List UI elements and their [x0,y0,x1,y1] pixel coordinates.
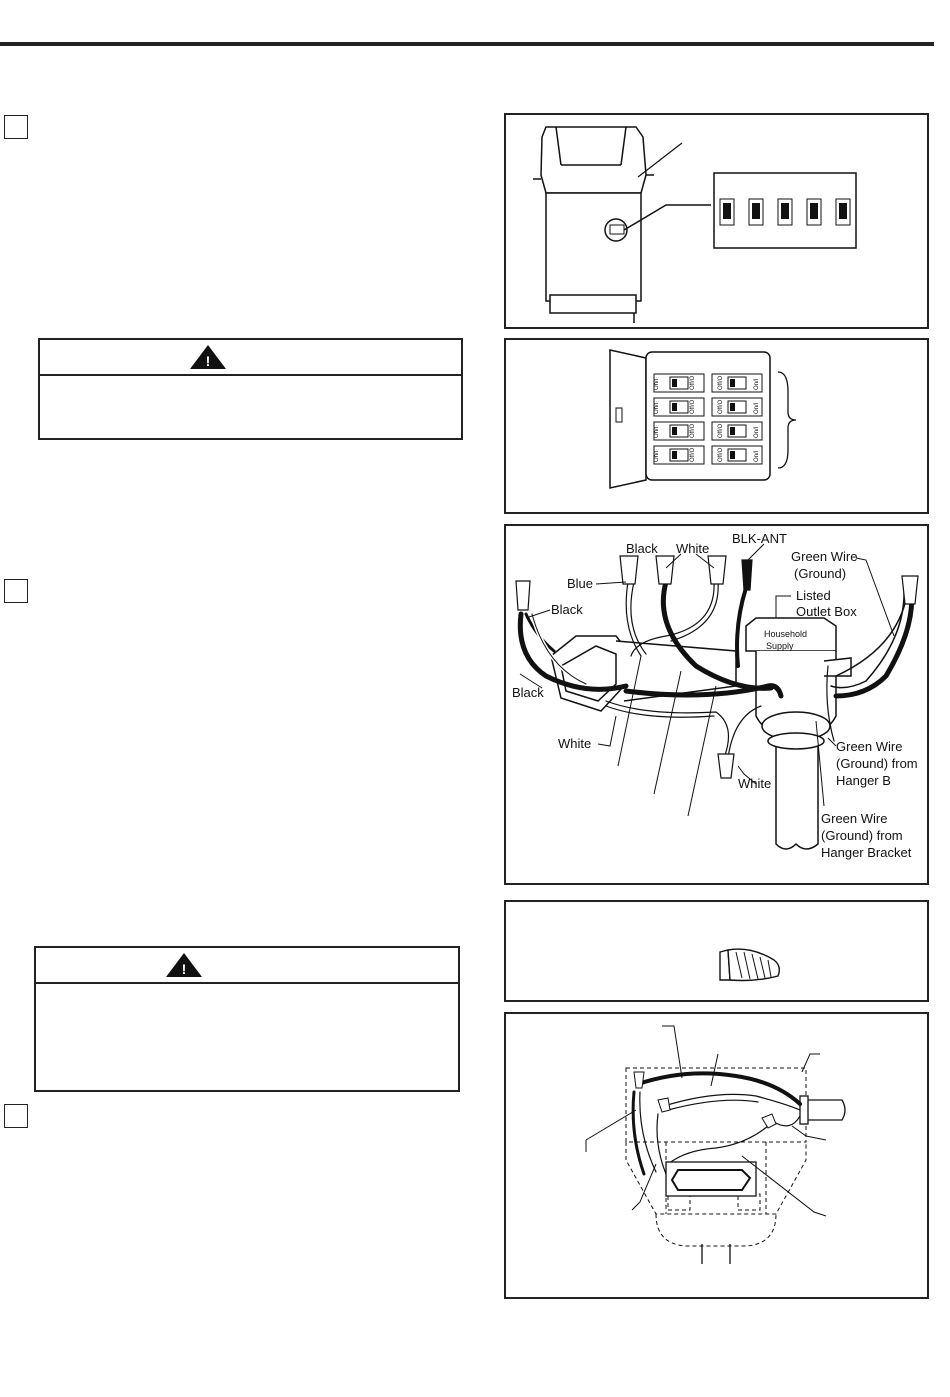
breaker-on-label: On/I [654,450,660,462]
breaker-on-label: On/I [754,378,760,390]
label-listed: Listed [796,588,831,603]
breaker-switch [654,446,704,464]
figure-breaker-panel [504,338,929,514]
svg-text:!: ! [205,353,211,369]
dip-switch-4 [807,199,821,225]
step-box-1 [4,115,28,139]
supply-cable [800,1096,845,1124]
svg-text:!: ! [181,961,187,977]
dip-switch-2 [749,199,763,225]
label-gw-bracket-2: (Ground) from [821,828,903,843]
step-box-3 [4,1104,28,1128]
label-blk-ant: BLK-ANT [732,531,787,546]
label-gw-hanger-b-2: (Ground) from [836,756,918,771]
label-gw-bracket-1: Green Wire [821,811,888,826]
breaker-off-label: Off/O [718,423,724,438]
figure-wire-nut [504,900,929,1002]
header-rule [0,42,934,46]
breaker-on-label: On/I [654,402,660,414]
figure-wiring-diagram [504,524,929,885]
breaker-on-label: On/I [754,450,760,462]
receiver-in-canopy [666,1162,756,1196]
figure-canopy-wiring [504,1012,929,1299]
bracket [778,372,796,468]
step-box-2 [4,579,28,603]
breaker-switch [654,422,704,440]
breaker-off-label: Off/O [690,423,696,438]
breaker-switch [712,374,762,392]
breaker-on-label: On/I [654,426,660,438]
dip-switch-5 [836,199,850,225]
label-ground: (Ground) [794,566,847,581]
label-household: Household [764,629,808,639]
breaker-switch [712,398,762,416]
warning-header [36,948,458,984]
label-black-top: Black [626,541,658,556]
downrod [702,1244,730,1264]
label-white-top: White [676,541,710,556]
label-black-lower: Black [512,685,544,700]
label-supply: Supply [766,641,794,651]
breaker-switch [712,422,762,440]
breaker-off-label: Off/O [690,375,696,390]
warning-triangle-icon [188,343,228,371]
dip-switch-1 [720,199,734,225]
label-white-bottom: White [738,776,772,791]
label-white-lower: White [558,736,592,751]
receiver-drawing [533,127,654,323]
breaker-off-label: Off/O [690,399,696,414]
label-black-left: Black [551,602,583,617]
breaker-on-label: On/I [654,378,660,390]
breaker-off-label: Off/O [718,447,724,462]
panel-door [610,350,646,488]
warning-box-2 [34,946,460,1092]
breaker-off-label: Off/O [690,447,696,462]
breaker-on-label: On/I [754,426,760,438]
breaker-switch [654,374,704,392]
warning-box-1 [38,338,463,440]
breaker-off-label: Off/O [718,375,724,390]
breaker-switch [654,398,704,416]
downrod [776,741,818,849]
warning-header [40,340,461,376]
label-gw-hanger-b-3: Hanger B [836,773,891,788]
breaker-off-label: Off/O [718,399,724,414]
dip-switch-callout [624,143,856,248]
label-blue: Blue [567,576,594,591]
wire-nut-icon [720,949,779,980]
label-gw-hanger-b-1: Green Wire [836,739,903,754]
label-green-wire: Green Wire [791,549,858,564]
label-gw-bracket-3: Hanger Bracket [821,845,912,860]
breaker-on-label: On/I [754,402,760,414]
warning-triangle-icon [164,951,204,979]
label-outlet-box: Outlet Box [796,604,857,619]
figure-receiver-dip-switches [504,113,929,329]
breaker-switch [712,446,762,464]
dip-switch-3 [778,199,792,225]
